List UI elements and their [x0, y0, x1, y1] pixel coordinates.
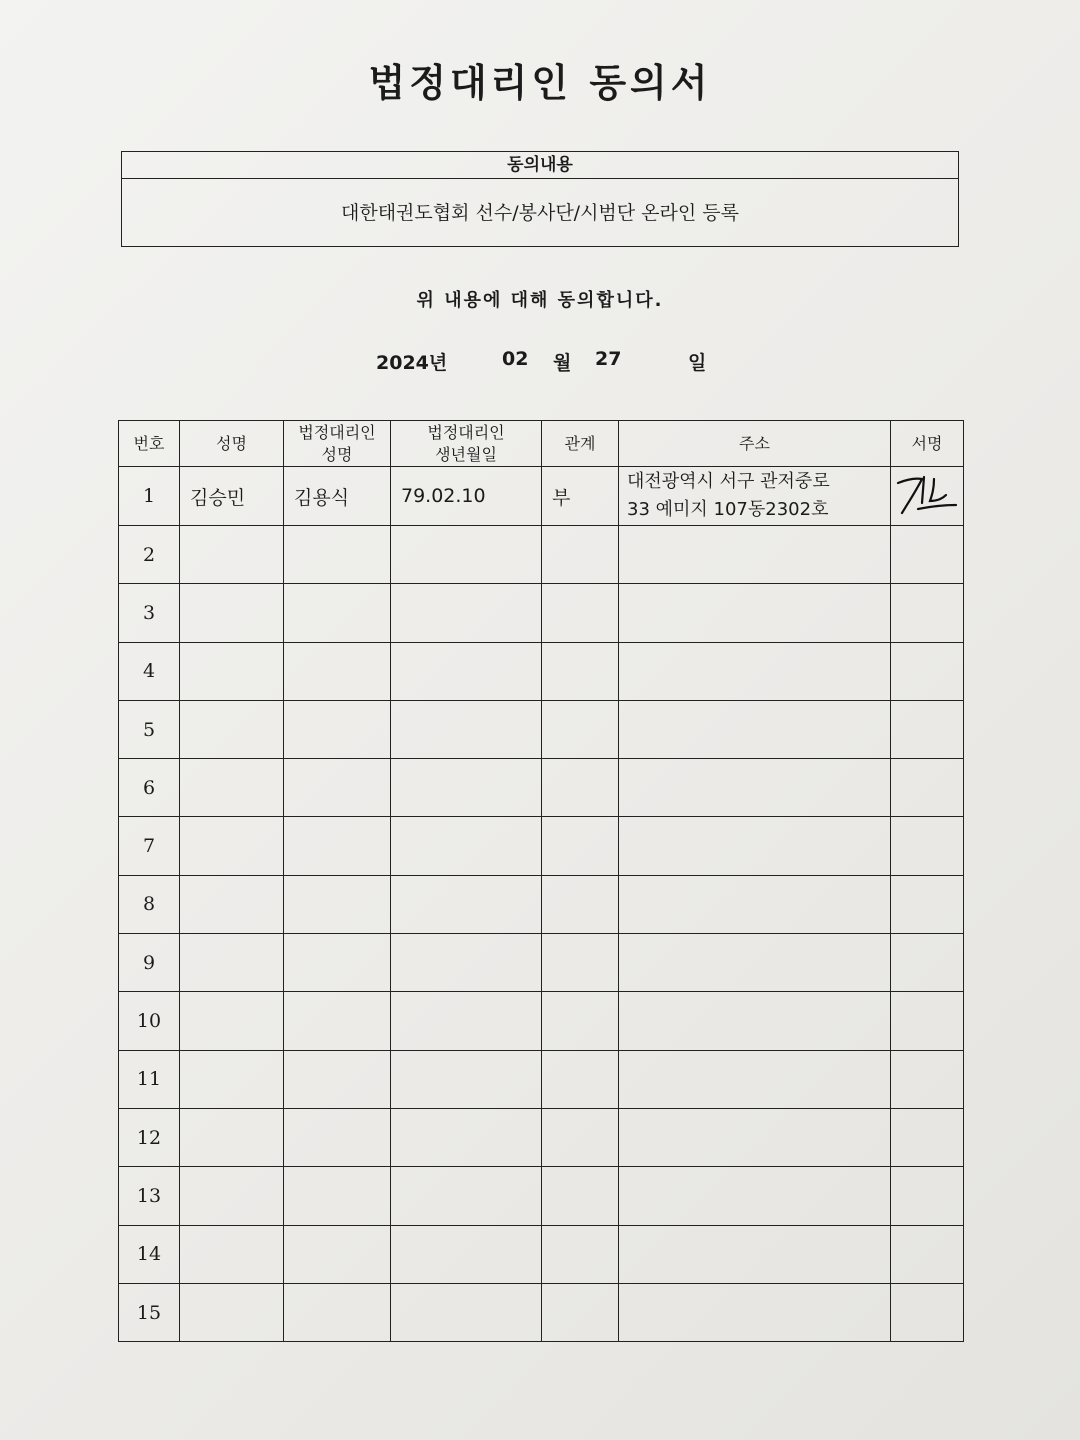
- empty-cell: [891, 584, 964, 642]
- empty-cell: [619, 759, 891, 817]
- empty-cell: [284, 992, 391, 1050]
- date-day: 27: [595, 348, 622, 370]
- header-guardian-birth-line1: 법정대리인: [427, 422, 505, 442]
- empty-cell: [619, 934, 891, 992]
- row-number: 5: [119, 700, 180, 758]
- relation: 부: [542, 467, 619, 526]
- empty-cell: [542, 642, 619, 700]
- empty-cell: [619, 642, 891, 700]
- empty-cell: [619, 1050, 891, 1108]
- empty-cell: [619, 1167, 891, 1225]
- empty-cell: [180, 1108, 284, 1166]
- row-number: 12: [119, 1108, 180, 1166]
- empty-cell: [180, 992, 284, 1050]
- empty-cell: [891, 875, 964, 933]
- empty-cell: [619, 700, 891, 758]
- empty-cell: [180, 642, 284, 700]
- empty-cell: [542, 817, 619, 875]
- row-number: 14: [119, 1225, 180, 1283]
- empty-cell: [542, 1167, 619, 1225]
- row-number: 3: [119, 584, 180, 642]
- table-row: [119, 1225, 964, 1283]
- empty-cell: [891, 759, 964, 817]
- empty-cell: [284, 1283, 391, 1341]
- table-row: [119, 992, 964, 1050]
- empty-cell: [180, 700, 284, 758]
- empty-cell: [284, 875, 391, 933]
- student-name: 김승민: [180, 467, 284, 526]
- empty-cell: [542, 584, 619, 642]
- header-guardian-birth-line2: 생년월일: [435, 444, 497, 464]
- empty-cell: [891, 992, 964, 1050]
- empty-cell: [891, 1108, 964, 1166]
- empty-cell: [180, 1050, 284, 1108]
- date-month-unit: 월: [553, 352, 572, 374]
- empty-cell: [542, 700, 619, 758]
- empty-cell: [542, 1283, 619, 1341]
- empty-cell: [619, 584, 891, 642]
- signature-cell: [891, 467, 964, 526]
- row-number: 6: [119, 759, 180, 817]
- guardian-table: [118, 420, 964, 1342]
- empty-cell: [619, 1283, 891, 1341]
- address-line1: 대전광역시 서구 관저중로: [627, 471, 830, 492]
- table-row: [119, 584, 964, 642]
- empty-cell: [180, 1167, 284, 1225]
- row-number: 8: [119, 875, 180, 933]
- empty-cell: [891, 817, 964, 875]
- address-line2: 33 예미지 107동2302호: [627, 499, 829, 520]
- row-number: 13: [119, 1167, 180, 1225]
- empty-cell: [284, 1050, 391, 1108]
- agreement-statement: 위 내용에 대해 동의합니다.: [416, 290, 664, 311]
- address: [619, 467, 891, 526]
- table-row: [119, 467, 964, 526]
- empty-cell: [891, 1225, 964, 1283]
- empty-cell: [284, 1225, 391, 1283]
- empty-cell: [180, 934, 284, 992]
- row-number: 2: [119, 526, 180, 584]
- empty-cell: [391, 1283, 542, 1341]
- table-row: [119, 875, 964, 933]
- consent-content: 대한태권도협회 선수/봉사단/시범단 온라인 등록: [340, 202, 739, 224]
- empty-cell: [284, 1167, 391, 1225]
- empty-cell: [284, 934, 391, 992]
- header-address: 주소: [619, 421, 891, 467]
- row-number: 11: [119, 1050, 180, 1108]
- empty-cell: [391, 642, 542, 700]
- empty-cell: [891, 1050, 964, 1108]
- date-year: 2024년: [376, 352, 448, 374]
- empty-cell: [180, 875, 284, 933]
- empty-cell: [284, 584, 391, 642]
- header-row: [119, 421, 964, 467]
- empty-cell: [180, 1283, 284, 1341]
- empty-cell: [619, 817, 891, 875]
- empty-cell: [542, 759, 619, 817]
- row-number: 10: [119, 992, 180, 1050]
- table-row: [119, 526, 964, 584]
- empty-cell: [284, 642, 391, 700]
- empty-cell: [180, 759, 284, 817]
- empty-cell: [391, 992, 542, 1050]
- row-number: 1: [119, 467, 180, 526]
- header-guardian-name-line1: 법정대리인: [298, 422, 376, 442]
- empty-cell: [391, 1167, 542, 1225]
- empty-cell: [619, 875, 891, 933]
- empty-cell: [180, 526, 284, 584]
- empty-cell: [891, 642, 964, 700]
- empty-cell: [391, 700, 542, 758]
- header-no: 번호: [119, 421, 180, 467]
- empty-cell: [391, 875, 542, 933]
- empty-cell: [391, 759, 542, 817]
- date-day-unit: 일: [688, 352, 707, 374]
- empty-cell: [284, 700, 391, 758]
- empty-cell: [542, 992, 619, 1050]
- table-row: [119, 817, 964, 875]
- empty-cell: [542, 526, 619, 584]
- header-relation: 관계: [542, 421, 619, 467]
- empty-cell: [891, 526, 964, 584]
- table-row: [119, 934, 964, 992]
- table-row: [119, 700, 964, 758]
- empty-cell: [391, 817, 542, 875]
- consent-content-box: [121, 151, 959, 247]
- row-number: 15: [119, 1283, 180, 1341]
- empty-cell: [391, 1050, 542, 1108]
- table-row: [119, 1108, 964, 1166]
- table-row: [119, 759, 964, 817]
- empty-cell: [891, 1167, 964, 1225]
- handwritten-signature: [894, 469, 960, 519]
- header-guardian-name: [284, 421, 391, 467]
- header-guardian-birth: [391, 421, 542, 467]
- empty-cell: [391, 526, 542, 584]
- row-number: 9: [119, 934, 180, 992]
- empty-cell: [619, 526, 891, 584]
- empty-cell: [180, 1225, 284, 1283]
- row-number: 4: [119, 642, 180, 700]
- empty-cell: [284, 526, 391, 584]
- empty-cell: [542, 875, 619, 933]
- empty-cell: [284, 1108, 391, 1166]
- empty-cell: [619, 1225, 891, 1283]
- empty-cell: [891, 934, 964, 992]
- table-row: [119, 1167, 964, 1225]
- consent-heading: 동의내용: [122, 152, 958, 179]
- empty-cell: [542, 934, 619, 992]
- empty-cell: [391, 1108, 542, 1166]
- table-row: [119, 1283, 964, 1341]
- empty-cell: [619, 992, 891, 1050]
- guardian-birthdate: 79.02.10: [391, 467, 542, 526]
- header-signature: 서명: [891, 421, 964, 467]
- header-name: 성명: [180, 421, 284, 467]
- guardian-name: 김용식: [284, 467, 391, 526]
- table-row: [119, 1050, 964, 1108]
- document-title: 법정대리인 동의서: [368, 61, 712, 105]
- empty-cell: [180, 817, 284, 875]
- empty-cell: [284, 817, 391, 875]
- empty-cell: [391, 1225, 542, 1283]
- date-month: 02: [502, 348, 529, 370]
- empty-cell: [891, 1283, 964, 1341]
- empty-cell: [542, 1050, 619, 1108]
- table-row: [119, 642, 964, 700]
- empty-cell: [891, 700, 964, 758]
- empty-cell: [284, 759, 391, 817]
- empty-cell: [180, 584, 284, 642]
- empty-cell: [542, 1225, 619, 1283]
- header-guardian-name-line2: 성명: [321, 444, 353, 464]
- row-number: 7: [119, 817, 180, 875]
- empty-cell: [391, 934, 542, 992]
- empty-cell: [391, 584, 542, 642]
- empty-cell: [542, 1108, 619, 1166]
- empty-cell: [619, 1108, 891, 1166]
